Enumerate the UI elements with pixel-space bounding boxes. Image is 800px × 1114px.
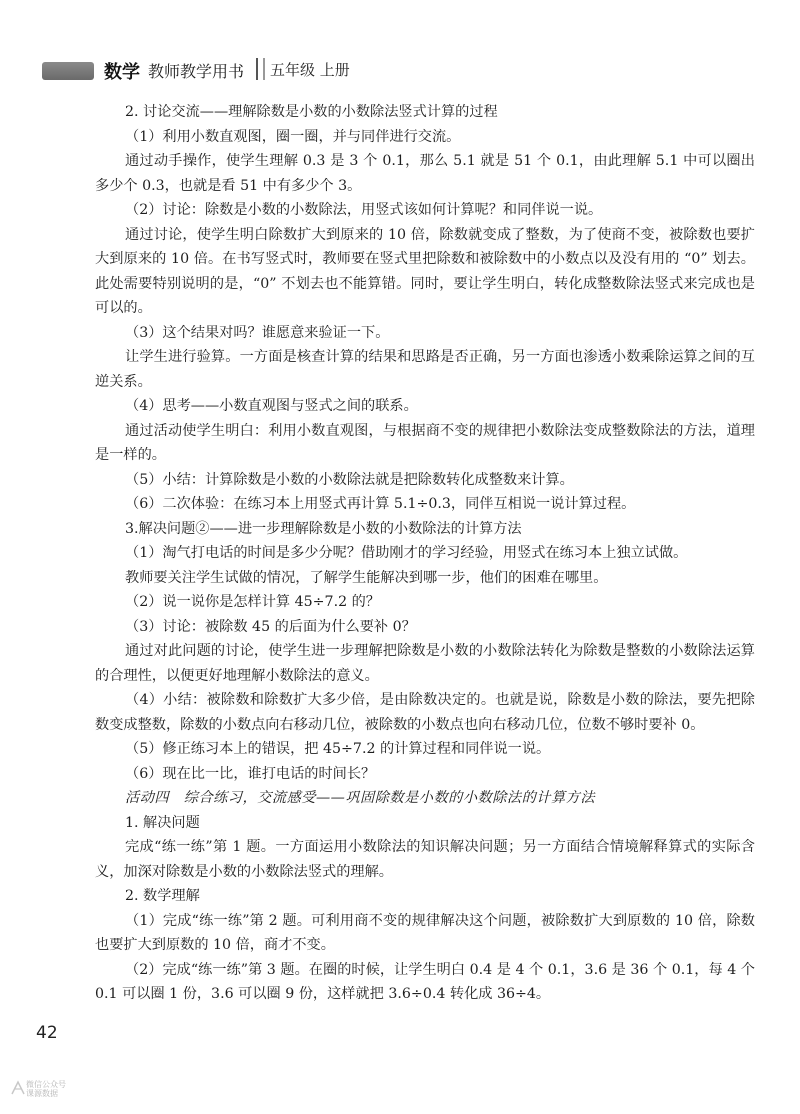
step-item: （4）思考——小数直观图与竖式之间的联系。	[125, 398, 418, 414]
step-item: （1）淘气打电话的时间是多少分呢？借助刚才的学习经验，用竖式在练习本上独立试做。	[125, 545, 688, 561]
section-heading: 1. 解决问题	[125, 814, 200, 831]
step-item: （5）小结：计算除数是小数的小数除法就是把除数转化成整数来计算。	[125, 471, 574, 488]
watermark	[26, 1080, 66, 1098]
step-item: （3）这个结果对吗？谁愿意来验证一下。	[125, 324, 390, 341]
page-body	[95, 100, 755, 1007]
header-book-title: 教师教学用书	[148, 62, 245, 81]
header-grade: 五年级 上册	[270, 61, 350, 79]
step-item: （2）完成“练一练”第 3 题。在圈的时候，让学生明白 0.4 是 4 个 0.1，3.6 是 36 个 0.1，每 4 个 0.1 可以圈 1 份，3.6 可以圈 9 份，这样就把 3.6÷0.4 转化成 36÷4。	[95, 961, 755, 1002]
step-item: （3）讨论：被除数 45 的后面为什么要补 0？	[125, 618, 416, 635]
step-item: （2）讨论：除数是小数的小数除法，用竖式该如何计算呢？和同伴说一说。	[125, 202, 603, 218]
body-paragraph: 让学生进行验算。一方面是核查计算的结果和思路是否正确，另一方面也渗透小数乘除运算之间的互逆关系。	[95, 349, 755, 390]
body-paragraph: 通过动手操作，使学生理解 0.3 是 3 个 0.1，那么 5.1 就是 51 个 0.1，由此理解 5.1 中可以圈出多少个 0.3，也就是看 51 中有多少个 3。	[95, 153, 755, 194]
step-item: （1）完成“练一练”第 2 题。可利用商不变的规律解决这个问题，被除数扩大到原数的 10 倍，除数也要扩大到原数的 10 倍，商才不变。	[95, 912, 755, 953]
header-decor-bar	[42, 62, 94, 80]
body-paragraph: 教师要关注学生试做的情况，了解学生能解决到哪一步，他们的困难在哪里。	[125, 569, 608, 586]
section-heading: 3.解决问题②——进一步理解除数是小数的小数除法的计算方法	[125, 520, 522, 537]
page-header	[0, 56, 800, 86]
step-item: （4）小结：被除数和除数扩大多少倍，是由除数决定的。也就是说，除数是小数的除法，要先把除数变成整数，除数的小数点向右移动几位，被除数的小数点也向右移动几位，位数不够时要补 0。	[95, 692, 755, 733]
body-paragraph: 完成“练一练”第 1 题。一方面运用小数除法的知识解决问题；另一方面结合情境解释算式的实际含义，加深对除数是小数的小数除法竖式的理解。	[95, 839, 755, 880]
activity-heading: 活动四 综合练习，交流感受——巩固除数是小数的小数除法的计算方法	[125, 790, 596, 806]
header-subject: 数学	[104, 62, 140, 83]
step-item: （6）二次体验：在练习本上用竖式再计算 5.1÷0.3，同伴互相说一说计算过程。	[125, 496, 636, 512]
section-heading: 2. 讨论交流——理解除数是小数的小数除法竖式计算的过程	[125, 104, 498, 120]
page-number: 42	[36, 1023, 58, 1043]
body-paragraph: 通过对此问题的讨论，使学生进一步理解把除数是小数的小数除法转化为除数是整数的小数除法运算的合理性，以便更好地理解小数除法的意义。	[95, 643, 755, 684]
watermark-logo-icon	[10, 1080, 26, 1096]
body-paragraph: 通过讨论，使学生明白除数扩大到原来的 10 倍，除数就变成了整数，为了使商不变，被除数也要扩大到原来的 10 倍。在书写竖式时，教师要在竖式里把除数和被除数中的小数点以及没有用的 “0” 划去。此处需要特别说明的是，“0” 不划去也不能算错。同时，要让学生明白，转化成整数除法竖式来完成也是可以的。	[95, 226, 755, 316]
header-separator	[256, 58, 265, 80]
body-paragraph: 通过活动使学生明白：利用小数直观图，与根据商不变的规律把小数除法变成整数除法的方法，道理是一样的。	[95, 422, 755, 463]
step-item: （1）利用小数直观图，圈一圈，并与同伴进行交流。	[125, 128, 461, 145]
watermark-line: 微信公众号	[26, 1080, 66, 1089]
watermark-line: 课源数据	[26, 1089, 58, 1098]
step-item: （5）修正练习本上的错误，把 45÷7.2 的计算过程和同伴说一说。	[125, 741, 551, 757]
step-item: （6）现在比一比，谁打电话的时间长？	[125, 765, 376, 782]
section-heading: 2. 数学理解	[125, 888, 200, 904]
step-item: （2）说一说你是怎样计算 45÷7.2 的？	[125, 594, 380, 610]
